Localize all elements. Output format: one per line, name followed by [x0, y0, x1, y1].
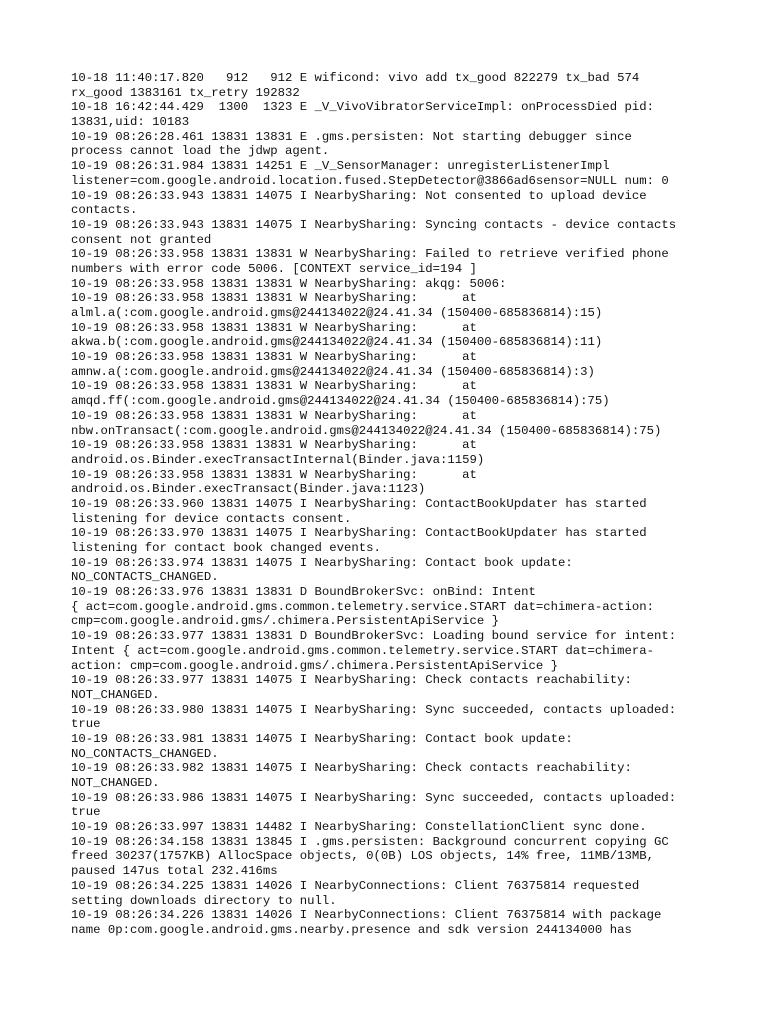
log-line: 10-19 08:26:33.980 13831 14075 I NearbySharing: Sync succeeded, contacts uploaded: [71, 702, 677, 717]
log-line: true [71, 805, 101, 820]
log-line: 10-19 08:26:33.960 13831 14075 I NearbySharing: ContactBookUpdater has started [71, 496, 647, 511]
log-line: 10-19 08:26:28.461 13831 13831 E .gms.persisten: Not starting debugger since [71, 129, 632, 144]
log-line: 10-19 08:26:33.974 13831 14075 I NearbySharing: Contact book update: [71, 555, 573, 570]
log-line: amqd.ff(:com.google.android.gms@244134022@24.41.34 (150400-685836814):75) [71, 394, 610, 409]
log-line: 10-19 08:26:33.958 13831 13831 W NearbySharing: at [71, 379, 477, 394]
log-line: 10-19 08:26:33.943 13831 14075 I NearbySharing: Syncing contacts - device contacts [71, 217, 677, 232]
log-line: amnw.a(:com.google.android.gms@244134022@24.41.34 (150400-685836814):3) [71, 364, 595, 379]
log-line: 10-19 08:26:33.976 13831 13831 D BoundBrokerSvc: onBind: Intent [71, 585, 536, 600]
log-line: 10-19 08:26:34.225 13831 14026 I NearbyConnections: Client 76375814 requested [71, 878, 640, 893]
log-line: 10-19 08:26:31.984 13831 14251 E _V_SensorManager: unregisterListenerImpl [71, 159, 610, 174]
log-line: android.os.Binder.execTransact(Binder.java:1123) [71, 482, 426, 497]
log-line: 10-19 08:26:33.970 13831 14075 I NearbySharing: ContactBookUpdater has started [71, 526, 647, 541]
log-line: 10-19 08:26:33.986 13831 14075 I NearbySharing: Sync succeeded, contacts uploaded: [71, 790, 677, 805]
log-line: android.os.Binder.execTransactInternal(Binder.java:1159) [71, 452, 485, 467]
log-line: 10-19 08:26:33.943 13831 14075 I NearbySharing: Not consented to upload device [71, 188, 647, 203]
log-line: NOT_CHANGED. [71, 776, 160, 790]
log-line: 10-19 08:26:33.958 13831 13831 W NearbySharing: akqg: 5006: [71, 276, 507, 291]
log-line: 10-19 08:26:33.958 13831 13831 W NearbySharing: at [71, 291, 477, 306]
log-line: 10-19 08:26:33.977 13831 14075 I NearbySharing: Check contacts reachability: [71, 673, 632, 688]
log-line: 10-19 08:26:33.977 13831 13831 D BoundBrokerSvc: Loading bound service for intent: [71, 629, 677, 644]
log-line: process cannot load the jdwp agent. [71, 144, 330, 159]
log-line: 10-19 08:26:33.958 13831 13831 W NearbySharing: Failed to retrieve verified phone [71, 247, 669, 262]
log-line: consent not granted [71, 232, 212, 247]
log-line: cmp=com.google.android.gms/.chimera.PersistentApiService } [71, 614, 500, 629]
log-line: freed 30237(1757KB) AllocSpace objects, 0(0B) LOS objects, 14% free, 11MB/13MB, [71, 849, 654, 864]
log-line: NO_CONTACTS_CHANGED. [71, 746, 219, 761]
log-line: 10-19 08:26:33.997 13831 14482 I NearbySharing: ConstellationClient sync done. [71, 820, 647, 835]
log-line: setting downloads directory to null. [71, 893, 337, 908]
log-line: 10-19 08:26:33.958 13831 13831 W NearbySharing: at [71, 408, 477, 423]
log-line: { act=com.google.android.gms.common.telemetry.service.START dat=chimera-action: [71, 599, 654, 614]
log-line: 10-19 08:26:34.226 13831 14026 I NearbyConnections: Client 76375814 with package [71, 908, 662, 923]
log-line: nbw.onTransact(:com.google.android.gms@244134022@24.41.34 (150400-685836814):75) [71, 423, 662, 438]
log-line: true [71, 717, 101, 732]
log-line: action: cmp=com.google.android.gms/.chimera.PersistentApiService } [71, 658, 559, 673]
log-line: contacts. [71, 203, 138, 218]
log-line: 10-19 08:26:33.958 13831 13831 W NearbySharing: at [71, 467, 477, 482]
log-line: numbers with error code 5006. [CONTEXT service_id=194 ] [71, 261, 477, 276]
log-line: 10-19 08:26:33.958 13831 13831 W NearbySharing: at [71, 350, 477, 365]
log-line: 10-19 08:26:33.982 13831 14075 I NearbySharing: Check contacts reachability: [71, 761, 632, 776]
log-line: 13831,uid: 10183 [71, 115, 190, 130]
log-line: NO_CONTACTS_CHANGED. [71, 570, 219, 585]
log-line: 10-19 08:26:33.981 13831 14075 I NearbySharing: Contact book update: [71, 731, 573, 746]
log-line: NOT_CHANGED. [71, 687, 160, 702]
log-line: 10-18 11:40:17.820 912 912 E wificond: vivo add tx_good 822279 tx_bad 574 [71, 71, 640, 85]
log-line: listening for device contacts consent. [71, 511, 352, 526]
log-text [71, 71, 711, 938]
log-line: paused 147us total 232.416ms [71, 864, 278, 879]
log-line: name 0p:com.google.android.gms.nearby.presence and sdk version 244134000 has [71, 922, 632, 937]
log-line: listener=com.google.android.location.fused.StepDetector@3866ad6sensor=NULL num: 0 [71, 173, 669, 188]
log-line: Intent { act=com.google.android.gms.common.telemetry.service.START dat=chimera- [71, 643, 654, 658]
log-line: listening for contact book changed events. [71, 541, 381, 555]
log-line: 10-19 08:26:33.958 13831 13831 W NearbySharing: at [71, 438, 477, 453]
log-line: 10-19 08:26:33.958 13831 13831 W NearbySharing: at [71, 320, 477, 335]
log-line: 10-18 16:42:44.429 1300 1323 E _V_VivoVibratorServiceImpl: onProcessDied pid: [71, 100, 654, 115]
log-line: alml.a(:com.google.android.gms@244134022@24.41.34 (150400-685836814):15) [71, 306, 603, 320]
log-line: 10-19 08:26:34.158 13831 13845 I .gms.persisten: Background concurrent copying GC [71, 834, 669, 849]
log-line: akwa.b(:com.google.android.gms@244134022@24.41.34 (150400-685836814):11) [71, 335, 603, 350]
log-line: rx_good 1383161 tx_retry 192832 [71, 85, 300, 100]
